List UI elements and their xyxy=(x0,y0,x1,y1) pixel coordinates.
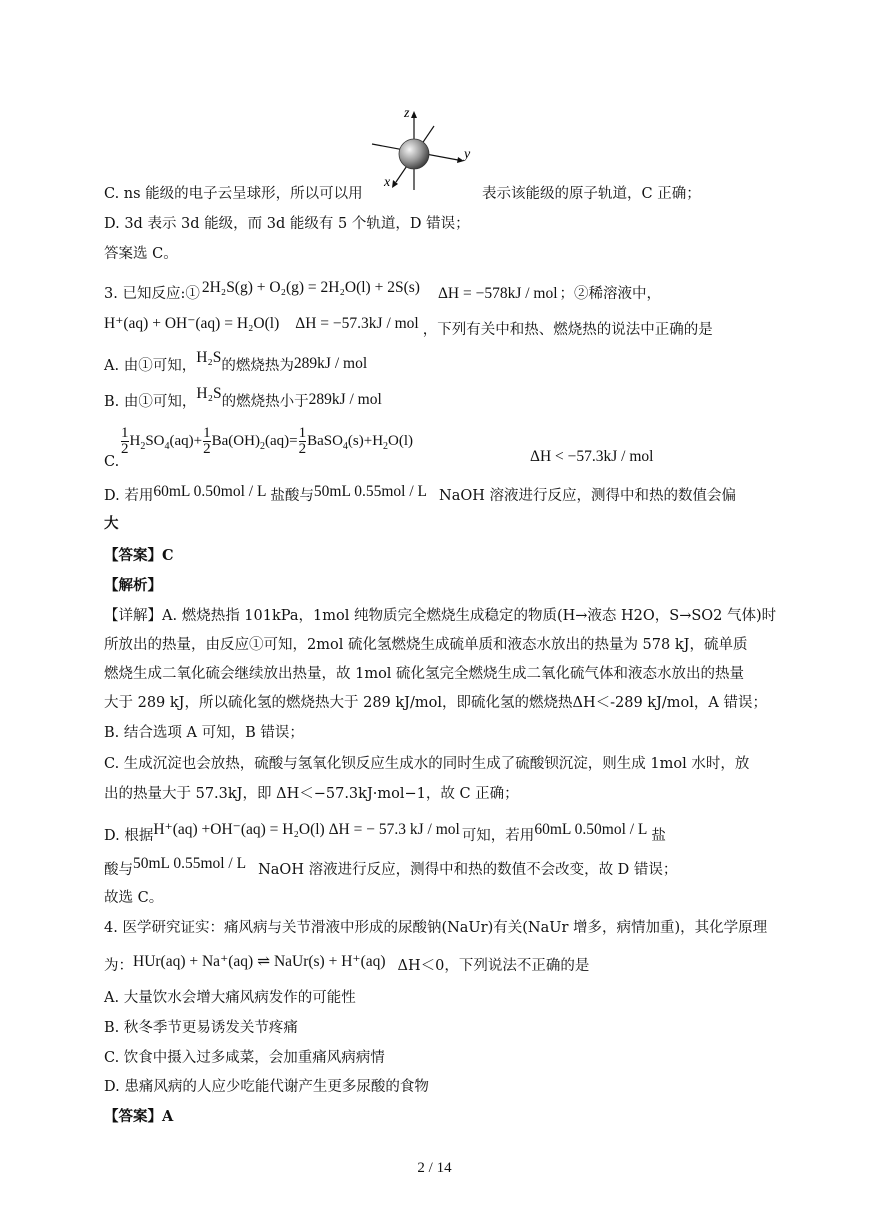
c-option-suffix xyxy=(482,184,701,204)
q3-det-d-end: 盐 xyxy=(651,828,666,844)
q3-detail-line: 燃烧生成二氧化硫会继续放出热量，故 1mol 硫化氢完全燃烧生成二氧化硫气体和液态水放出的热量 xyxy=(104,666,745,682)
q3-eq2: H⁺(aq) + OH⁻(aq) = H₂O(l) xyxy=(104,315,280,332)
q3-eq2-dh: ΔH = −57.3kJ / mol xyxy=(295,315,419,332)
q3-opt-c-dh: ΔH < −57.3kJ / mol xyxy=(530,448,654,465)
z-axis-label: z xyxy=(404,106,410,121)
q3-analysis-label: 【解析】 xyxy=(104,577,162,594)
q3-opt-d-v1: 60mL 0.50mol / L xyxy=(153,483,267,500)
q4-option-a: A. 大量饮水会增大痛风病发作的可能性 xyxy=(104,990,356,1006)
d-option-line: D. 3d 表示 3d 能级，而 3d 能级有 5 个轨道，D 错误； xyxy=(104,216,470,232)
q3-after-eq2: ，下列有关中和热、燃烧热的说法中正确的是 xyxy=(422,322,713,338)
q3-eq1: 2H₂S(g) + O₂(g) = 2H₂O(l) + 2S(s) xyxy=(201,279,420,296)
q3-detail-line: 所放出的热量，由反应①可知，2mol 硫化氢燃烧生成硫单质和液态水放出的热量为 578 kJ，硫单质 xyxy=(104,637,748,653)
q3-answer: 【答案】C xyxy=(104,547,174,564)
q3-opt-a-pre: A. 由①可知， xyxy=(104,358,197,374)
q4-line2-dh: ΔH＜0，下列说法不正确的是 xyxy=(397,958,590,974)
q3-intro: 3. 已知反应:① xyxy=(104,286,200,302)
q3-option-d xyxy=(104,483,736,506)
q4-option-c: C. 饮食中摄入过多咸菜，会加重痛风病病情 xyxy=(104,1050,385,1066)
q3-det-d2-post: NaOH 溶液进行反应，测得中和热的数值不会改变，故 D 错误； xyxy=(258,862,678,878)
q4-stem-line2 xyxy=(104,953,590,976)
q3-option-b xyxy=(104,385,382,412)
q3-detail-line: 【详解】A. 燃烧热指 101kPa，1mol 纯物质完全燃烧生成稳定的物质(H→液态 H2O，S→SO2 气体)时 xyxy=(104,608,777,624)
q3-det-d2-v2: 50mL 0.55mol / L xyxy=(133,855,247,872)
q3-stem-line1 xyxy=(104,279,662,304)
q4-line2-pre: 为： xyxy=(104,958,133,974)
q3-opt-b-mid: 的燃烧热小于 xyxy=(221,394,309,410)
q3-opt-d-post: NaOH 溶液进行反应，测得中和热的数值会偏 xyxy=(439,488,736,504)
page-number: 2 / 14 xyxy=(417,1160,452,1176)
q3-after-eq1: ；②稀溶液中， xyxy=(559,286,662,302)
q3-option-a xyxy=(104,349,368,376)
q3-det-d-pre: D. 根据 xyxy=(104,828,154,844)
frac-half: $\frac{1}{2}$ xyxy=(298,425,307,457)
x-axis-label: x xyxy=(384,175,391,190)
q3-opt-a-val: 289kJ / mol xyxy=(293,355,368,372)
q3-opt-c-label: C. xyxy=(104,454,120,470)
q3-opt-b-pre: B. 由①可知， xyxy=(104,394,197,410)
q4-equation: HUr(aq) + Na⁺(aq) ⇌ NaUr(s) + H⁺(aq) xyxy=(133,953,386,970)
q4-stem-line1: 4. 医学研究证实：痛风病与关节滑液中形成的尿酸钠(NaUr)有关(NaUr 增多，病情加重)，其化学原理 xyxy=(104,920,768,936)
c-option-prefix: C. ns 能级的电子云呈球形，所以可以用 xyxy=(104,186,363,202)
y-axis-label: y xyxy=(464,147,471,162)
q3-opt-d-pre: D. 若用 xyxy=(104,488,154,504)
q3-eq1-dh: ΔH = −578kJ / mol xyxy=(437,285,558,302)
c-option-suffix-text: 表示该能级的原子轨道，C 正确； xyxy=(482,186,701,202)
frac-half: $\frac{1}{2}$ xyxy=(203,425,211,457)
q3-detail-line: 出的热量大于 57.3kJ，即 ΔH＜−57.3kJ·mol−1，故 C 正确； xyxy=(104,786,519,802)
q3-opt-a-species: H₂S xyxy=(196,349,222,366)
q3-opt-d-v2: 50mL 0.55mol / L xyxy=(313,483,428,500)
sphere-orbital xyxy=(399,139,429,169)
q3-opt-d-mid: 盐酸与 xyxy=(270,488,314,504)
answer-prev: 答案选 C。 xyxy=(104,246,178,262)
q3-opt-b-val: 289kJ / mol xyxy=(308,391,382,408)
q4-answer: 【答案】A xyxy=(104,1108,174,1125)
q3-det-d2-pre: 酸与 xyxy=(104,862,133,878)
q3-detail-d-line2 xyxy=(104,855,678,880)
q3-choose: 故选 C。 xyxy=(104,890,164,906)
q4-option-d: D. 患痛风病的人应少吃能代谢产生更多尿酸的食物 xyxy=(104,1079,429,1095)
q3-detail-line: 大于 289 kJ，所以硫化氢的燃烧热大于 289 kJ/mol，即硫化氢的燃烧热ΔH＜-289 kJ/mol，A 错误； xyxy=(104,695,767,711)
q3-detail-d-line1 xyxy=(104,821,666,846)
c-option-line xyxy=(104,184,363,204)
s-orbital-figure xyxy=(366,104,478,196)
q3-detail-line: C. 生成沉淀也会放热，硫酸与氢氧化钡反应生成水的同时生成了硫酸钡沉淀，则生成 1mol 水时，放 xyxy=(104,756,750,772)
q3-opt-a-mid: 的燃烧热为 xyxy=(221,358,294,374)
q3-det-d-v1: 60mL 0.50mol / L xyxy=(534,821,648,838)
q3-det-d-mid: 可知，若用 xyxy=(461,828,535,844)
q3-opt-b-species: H₂S xyxy=(196,385,222,402)
q3-detail-line: B. 结合选项 A 可知，B 错误； xyxy=(104,725,304,741)
q3-option-d-cont: 大 xyxy=(104,515,119,532)
q3-opt-c-equation: $\frac{1}{2}$ $H_2SO_4(aq)+$ $\frac{1}{2}$ $Ba(OH)_2(aq)=$ $\frac{1}{2}$ $BaSO_4(s)+H_2O(l)$ xyxy=(121,425,414,457)
frac-half: $\frac{1}{2}$ xyxy=(121,425,129,457)
q4-option-b: B. 秋冬季节更易诱发关节疼痛 xyxy=(104,1020,298,1036)
q3-det-d-eq: H⁺(aq) +OH⁻(aq) = H₂O(l) ΔH = − 57.3 kJ / mol xyxy=(153,821,460,838)
q3-stem-line2 xyxy=(104,315,713,340)
